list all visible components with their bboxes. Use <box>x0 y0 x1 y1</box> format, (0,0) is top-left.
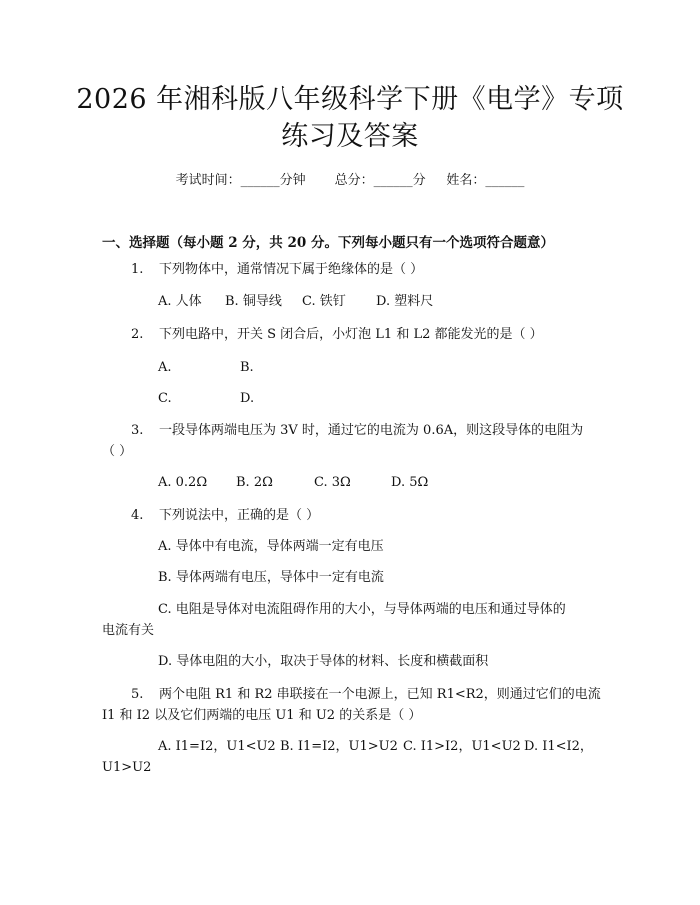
time-label: 考试时间： <box>175 173 241 188</box>
option-a: A. <box>158 360 172 375</box>
question-text: 两个电阻 R1 和 R2 串联接在一个电源上，已知 R1<R2，则通过它们的电流 <box>159 687 601 702</box>
option-d: D. 导体电阻的大小，取决于导体的材料、长度和横截面积 <box>158 654 489 669</box>
question-text: 一段导体两端电压为 3V 时，通过它的电流为 0.6A，则这段导体的电阻为 <box>159 423 584 438</box>
time-blank: ______ <box>240 173 280 188</box>
name-blank: ______ <box>485 173 525 188</box>
document-title-line2: 练习及答案 <box>281 121 419 152</box>
question-5-text-continued: I1 和 I2 以及它们两端的电压 U1 和 U2 的关系是（ ） <box>102 708 422 723</box>
question-3-text-continued: （ ） <box>102 444 133 459</box>
time-unit: 分钟 <box>279 173 306 188</box>
option-d: D. <box>240 391 255 406</box>
question-text: 下列物体中，通常情况下属于绝缘体的是（ ） <box>159 262 424 277</box>
question-text: 下列电路中，开关 S 闭合后，小灯泡 L1 和 L2 都能发光的是（ ） <box>159 327 543 342</box>
option-d-continued: U1>U2 <box>102 760 152 775</box>
option-a: A. 0.2Ω <box>158 475 208 490</box>
option-a: A. I1=I2，U1<U2 <box>158 739 276 754</box>
question-number: 5. <box>131 687 144 702</box>
score-unit: 分 <box>412 173 426 188</box>
option-c: C. <box>158 391 172 406</box>
question-number: 3. <box>131 423 144 438</box>
section-heading: 一、选择题（每小题 2 分，共 20 分。下列每小题只有一个选项符合题意） <box>102 235 554 251</box>
score-label: 总分： <box>334 173 374 188</box>
option-b: B. 2Ω <box>236 475 273 490</box>
question-number: 2. <box>131 327 144 342</box>
option-c: C. 3Ω <box>314 475 351 490</box>
question-5 <box>131 688 601 701</box>
name-label: 姓名： <box>446 173 486 188</box>
option-a: A. 人体 <box>158 294 202 309</box>
question-1 <box>131 263 423 276</box>
option-b: B. 导体两端有电压，导体中一定有电流 <box>158 570 384 585</box>
option-c: C. 铁钉 <box>302 294 346 309</box>
option-d: D. 塑料尺 <box>376 294 434 309</box>
question-text: 下列说法中，正确的是（ ） <box>159 508 320 523</box>
question-3 <box>131 424 583 437</box>
option-c-continued: 电流有关 <box>102 623 155 638</box>
document-title-line1: 2026 年湘科版八年级科学下册《电学》专项 <box>76 84 624 115</box>
option-a: A. 导体中有电流，导体两端一定有电压 <box>158 539 384 554</box>
question-4 <box>131 509 319 522</box>
question-number: 4. <box>131 508 144 523</box>
option-c: C. 电阻是导体对电流阻碍作用的大小，与导体两端的电压和通过导体的 <box>158 602 566 617</box>
option-d: D. I1<I2， <box>524 739 593 754</box>
option-d: D. 5Ω <box>391 475 429 490</box>
option-b: B. I1=I2，U1>U2 <box>280 739 398 754</box>
score-blank: ______ <box>373 173 413 188</box>
exam-info-line <box>0 169 700 188</box>
option-b: B. 铜导线 <box>225 294 282 309</box>
option-b: B. <box>240 360 254 375</box>
option-c: C. I1>I2，U1<U2 <box>403 739 521 754</box>
question-2 <box>131 328 543 341</box>
question-number: 1. <box>131 262 144 277</box>
